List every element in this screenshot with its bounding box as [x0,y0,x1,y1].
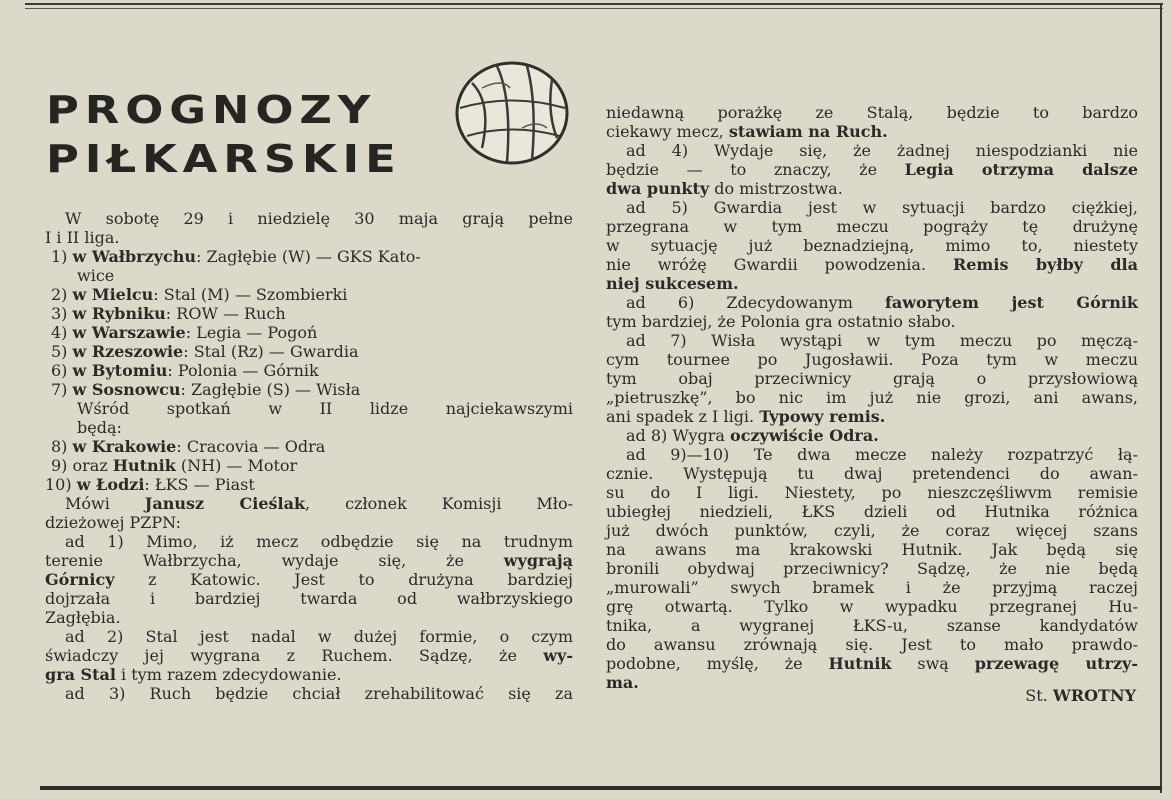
bold-text: faworytem jest Górnik [884,293,1138,312]
text-line [45,665,573,684]
text: : Zagłębie (S) — Wisła [180,380,361,399]
text: będzie — to znaczy, że [606,160,905,179]
text: tnika, a wygranej ŁKS-u, szanse kandydatów [606,616,1138,635]
text: ad 4) Wydaje się, że żadnej niespodzianki nie [626,141,1138,160]
text-line [45,532,573,551]
text-line [606,521,1138,540]
bold-text: przewagę utrzy- [974,654,1138,673]
text: terenie Wałbrzycha, wydaje się, że [45,551,504,570]
text: będą: [77,418,122,437]
text-line [606,350,1138,369]
text: ubiegłej niedzieli, ŁKS dzieli od Hutnika różnica [606,502,1138,521]
bold-text: niej sukcesem. [606,274,739,293]
text: cym tournee po Jugosławii. Poza tym w meczu [606,350,1138,369]
text-line [606,426,1138,445]
bold-text: Hutnik [112,456,176,475]
bold-text: w Wałbrzychu [72,247,196,266]
text: ad 2) Stal jest nadal w dużej formie, o czym [65,627,573,646]
text: ad 7) Wisła wystąpi w tym meczu po męczą- [626,331,1138,350]
text-line [606,654,1138,673]
text-line [606,616,1138,635]
text-line [45,285,573,304]
text: wice [77,266,115,285]
text-line [606,160,1138,179]
text: tym obaj przeciwnicy grają o przysłowiową [606,369,1138,388]
text-line [606,122,1138,141]
text: : Stal (Rz) — Gwardia [183,342,359,361]
text-line [45,399,573,418]
text: i tym razem zdecydowanie. [115,665,342,684]
bold-text: Hutnik [828,654,892,673]
text: Mówi [65,494,145,513]
text: bronili obydwaj przeciwnicy? Sądzę, że nie będą [606,559,1138,578]
text: niedawną porażkę ze Stalą, będzie to bardzo [606,103,1138,122]
text: już dwóch punktów, czyli, że coraz więcej szans [606,521,1138,540]
text-line [45,551,573,570]
bold-text: wygrają [503,551,573,570]
text: na awans ma krakowski Hutnik. Jak będą się [606,540,1138,559]
author-initial: St. [1025,686,1048,705]
text-line [45,646,573,665]
top-border [25,3,1163,5]
text: : Stal (M) — Szombierki [153,285,348,304]
text: ad 6) Zdecydowanym [626,293,885,312]
bold-text: dwa punkty [606,179,710,198]
text: dojrzała i bardziej twarda od wałbrzyskiego [45,589,573,608]
text: świadczy jej wygrana z Ruchem. Sądzę, że [45,646,544,665]
text-line [45,228,573,247]
text-line [45,494,573,513]
text: Zagłębia. [45,608,121,627]
text-line [45,608,573,627]
article-column-left [45,209,573,703]
author-signature [606,686,1136,705]
bold-text: Legia otrzyma dalsze [904,160,1139,179]
text-line [45,418,573,437]
text-line [606,103,1138,122]
bold-text: ma. [606,673,639,692]
bold-text: Górnicy [45,570,115,589]
bold-text: w Rzeszowie [72,342,184,361]
text: 2) [51,285,73,304]
text-line [606,217,1138,236]
top-border-inner [25,8,1163,9]
text: I i II liga. [45,228,120,247]
text: ad 1) Mimo, iż mecz odbędzie się na trudnym [65,532,573,551]
text: : ŁKS — Piast [144,475,255,494]
text-line [606,312,1138,331]
text-line [45,342,573,361]
text: 5) [51,342,73,361]
text: 8) [51,437,73,456]
bold-text: w Warszawie [72,323,186,342]
text-line [45,570,573,589]
text-line [606,559,1138,578]
bottom-border [40,786,1162,790]
text-line [45,209,573,228]
text-line [606,635,1138,654]
headline-line-2: PIŁKARSKIE [46,137,402,181]
text-line [45,589,573,608]
text: w sytuację już beznadziejną, mimo to, niestety [606,236,1138,255]
text: ani spadek z I ligi. [606,407,760,426]
text: ad 9)—10) Te dwa mecze należy rozpatrzyć łą- [626,445,1138,464]
text-line [606,198,1138,217]
text-line [45,361,573,380]
text: : ROW — Ruch [165,304,286,323]
text-line [606,540,1138,559]
text: : Cracovia — Odra [176,437,326,456]
text-line [606,331,1138,350]
text-line [606,407,1138,426]
text-line [45,475,573,494]
text: ad 5) Gwardia jest w sytuacji bardzo ciężkiej, [626,198,1138,217]
bold-text: w Rybniku [72,304,166,323]
bold-text: Remis byłby dla [952,255,1138,274]
text-line [606,236,1138,255]
bold-text: w Sosnowcu [72,380,181,399]
text-line [606,255,1138,274]
text: su do I ligi. Niestety, po nieszczęśliwvm remisie [606,483,1138,502]
bold-text: stawiam na Ruch. [728,122,888,141]
text-line [606,388,1138,407]
text: Wśród spotkań w II lidze najciekawszymi [77,399,573,418]
text-line [45,437,573,456]
headline-line-1: PROGNOZY [46,88,377,132]
text: 3) [51,304,73,323]
text-line [606,502,1138,521]
text: W sobotę 29 i niedzielę 30 maja grają pełne [65,209,573,228]
football-icon [452,58,572,168]
author-name: WROTNY [1052,686,1136,705]
text-line [45,266,573,285]
text: do mistrzostwa. [709,179,843,198]
text: : Zagłębie (W) — GKS Kato- [195,247,421,266]
bold-text: w Łodzi [76,475,145,494]
bold-text: w Mielcu [72,285,154,304]
text: „murowali” swych bramek i że przyjmą raczej [606,578,1138,597]
text: „pietruszkę”, bo nic im już nie grozi, ani awans, [606,388,1138,407]
right-border [1160,3,1162,793]
text: , członek Komisji Mło- [305,494,573,513]
text: 4) [51,323,73,342]
text: 7) [51,380,73,399]
text-line [606,141,1138,160]
text-line [45,513,573,532]
text: 1) [51,247,73,266]
text-line [606,597,1138,616]
text: nie wróżę Gwardii powodzenia. [606,255,953,274]
bold-text: oczywiście Odra. [730,426,879,445]
text: grę otwartą. Tylko w wypadku przegranej Hu- [606,597,1138,616]
text-line [606,578,1138,597]
text-line [45,684,573,703]
text-line [606,369,1138,388]
text: do awansu zrównają się. Jest to mało prawdo- [606,635,1138,654]
text-line [606,445,1138,464]
text: podobne, myślę, że [606,654,829,673]
text-line [45,456,573,475]
text-line [606,464,1138,483]
text: tym bardziej, że Polonia gra ostatnio słabo. [606,312,956,331]
text: przegrana w tym meczu pogrąży tę drużynę [606,217,1138,236]
text: 9) oraz [51,456,113,475]
article-column-right [606,103,1138,692]
text-line [45,380,573,399]
text-line [45,304,573,323]
text-line [606,274,1138,293]
text-line [45,627,573,646]
text: ad 3) Ruch będzie chciał zrehabilitować się za [65,684,573,703]
text: cznie. Występują tu dwaj pretendenci do awan- [606,464,1138,483]
bold-text: Janusz Cieślak [144,494,306,513]
text: ad 8) Wygra [626,426,731,445]
text: dzieżowej PZPN: [45,513,181,532]
bold-text: wy- [543,646,573,665]
text-line [45,247,573,266]
text: 10) [45,475,77,494]
text-line [606,483,1138,502]
bold-text: w Krakowie [72,437,177,456]
text: 6) [51,361,73,380]
bold-text: w Bytomiu [72,361,168,380]
text: ciekawy mecz, [606,122,729,141]
text: : Legia — Pogoń [185,323,318,342]
text: : Polonia — Górnik [167,361,319,380]
text-line [606,179,1138,198]
text-line [606,293,1138,312]
text: (NH) — Motor [175,456,298,475]
text-line [45,323,573,342]
text: swą [891,654,975,673]
bold-text: Typowy remis. [759,407,886,426]
text: z Katowic. Jest to drużyna bardziej [114,570,573,589]
bold-text: gra Stal [45,665,116,684]
